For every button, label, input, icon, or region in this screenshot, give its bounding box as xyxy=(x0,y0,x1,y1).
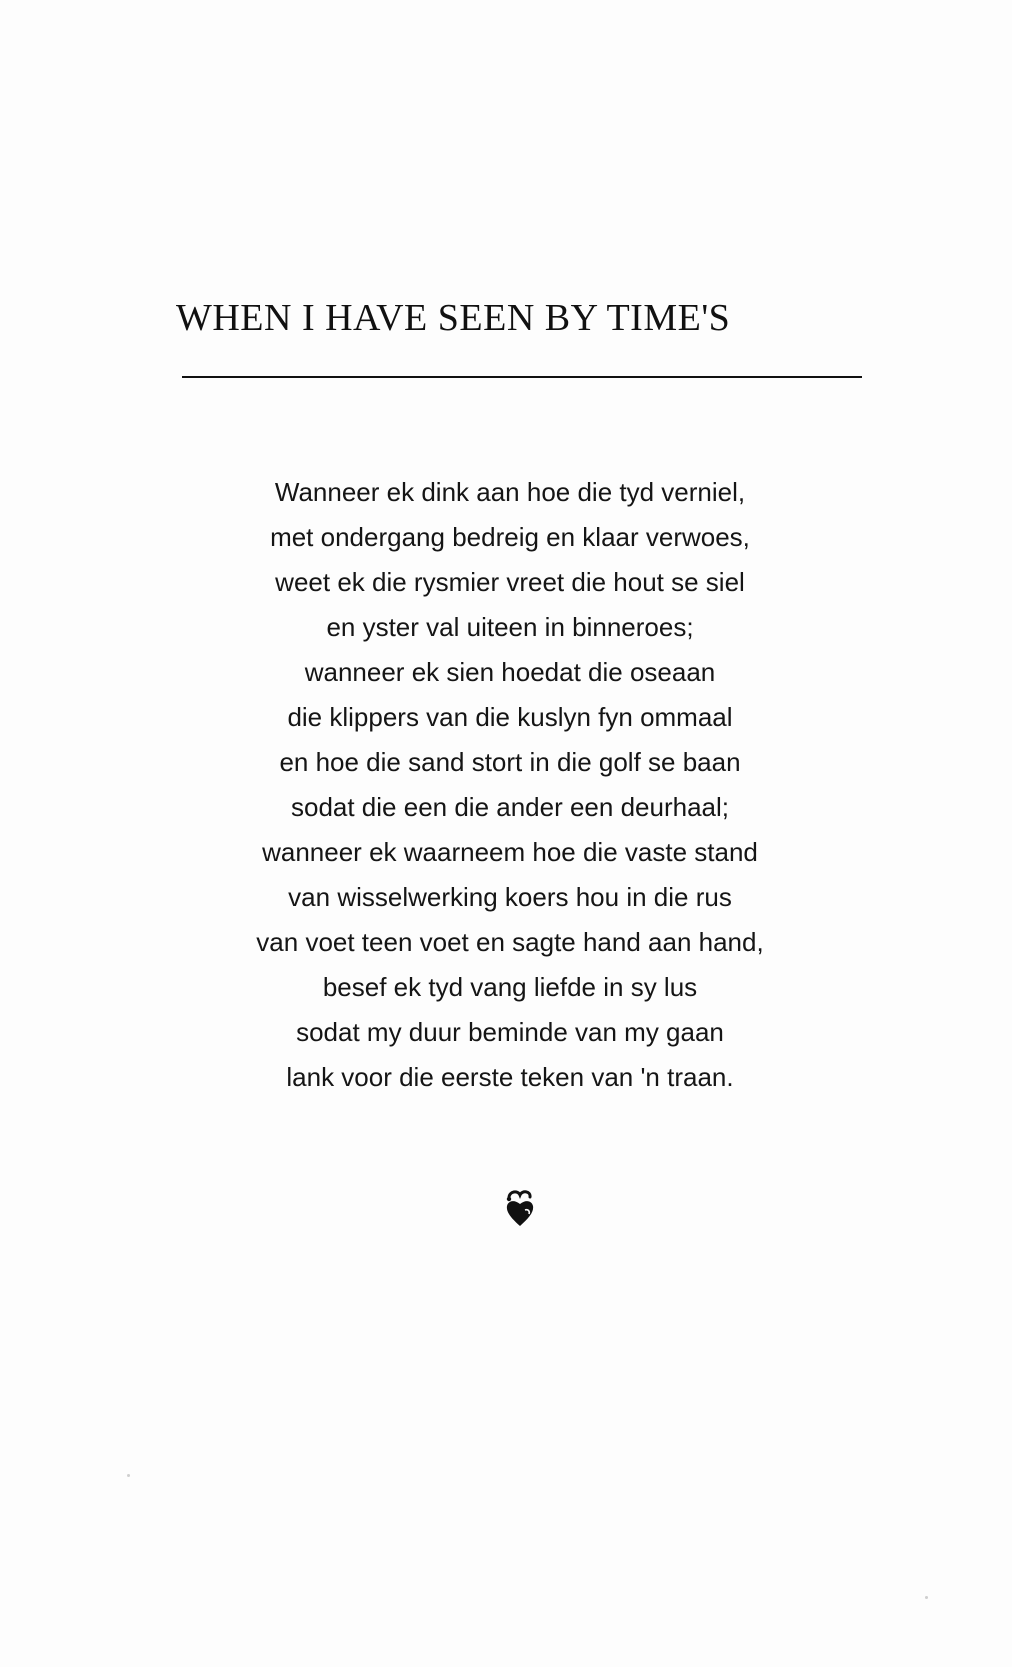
poem-line: sodat die een die ander een deurhaal; xyxy=(290,792,729,822)
poem-line: besef ek tyd vang liefde in sy lus xyxy=(322,972,698,1002)
fleuron-heart-icon xyxy=(503,1188,537,1228)
paper-speck xyxy=(925,1596,928,1599)
poem-line: van wisselwerking koers hou in die rus xyxy=(288,882,732,912)
poem-body xyxy=(190,470,830,1100)
poem-line: die klippers van die kuslyn fyn ommaal xyxy=(287,702,733,732)
poem-line: weet ek die rysmier vreet die hout se siel xyxy=(275,567,745,597)
title-rule xyxy=(182,376,862,378)
poem-line: van voet teen voet en sagte hand aan hand, xyxy=(256,927,764,957)
paper-speck xyxy=(127,1474,130,1477)
poem-line: met ondergang bedreig en klaar verwoes, xyxy=(270,522,750,552)
poem-line: en yster val uiteen in binneroes; xyxy=(326,612,694,642)
poem-line: lank voor die eerste teken van 'n traan. xyxy=(286,1062,734,1092)
poem-line: sodat my duur beminde van my gaan xyxy=(296,1017,724,1047)
poem-line: Wanneer ek dink aan hoe die tyd verniel, xyxy=(274,477,746,507)
poem-line: wanneer ek waarneem hoe die vaste stand xyxy=(262,837,758,867)
poem-line: en hoe die sand stort in die golf se baan xyxy=(279,747,741,777)
poem-title: WHEN I HAVE SEEN BY TIME'S xyxy=(176,297,731,339)
poem-line: wanneer ek sien hoedat die oseaan xyxy=(304,657,716,687)
